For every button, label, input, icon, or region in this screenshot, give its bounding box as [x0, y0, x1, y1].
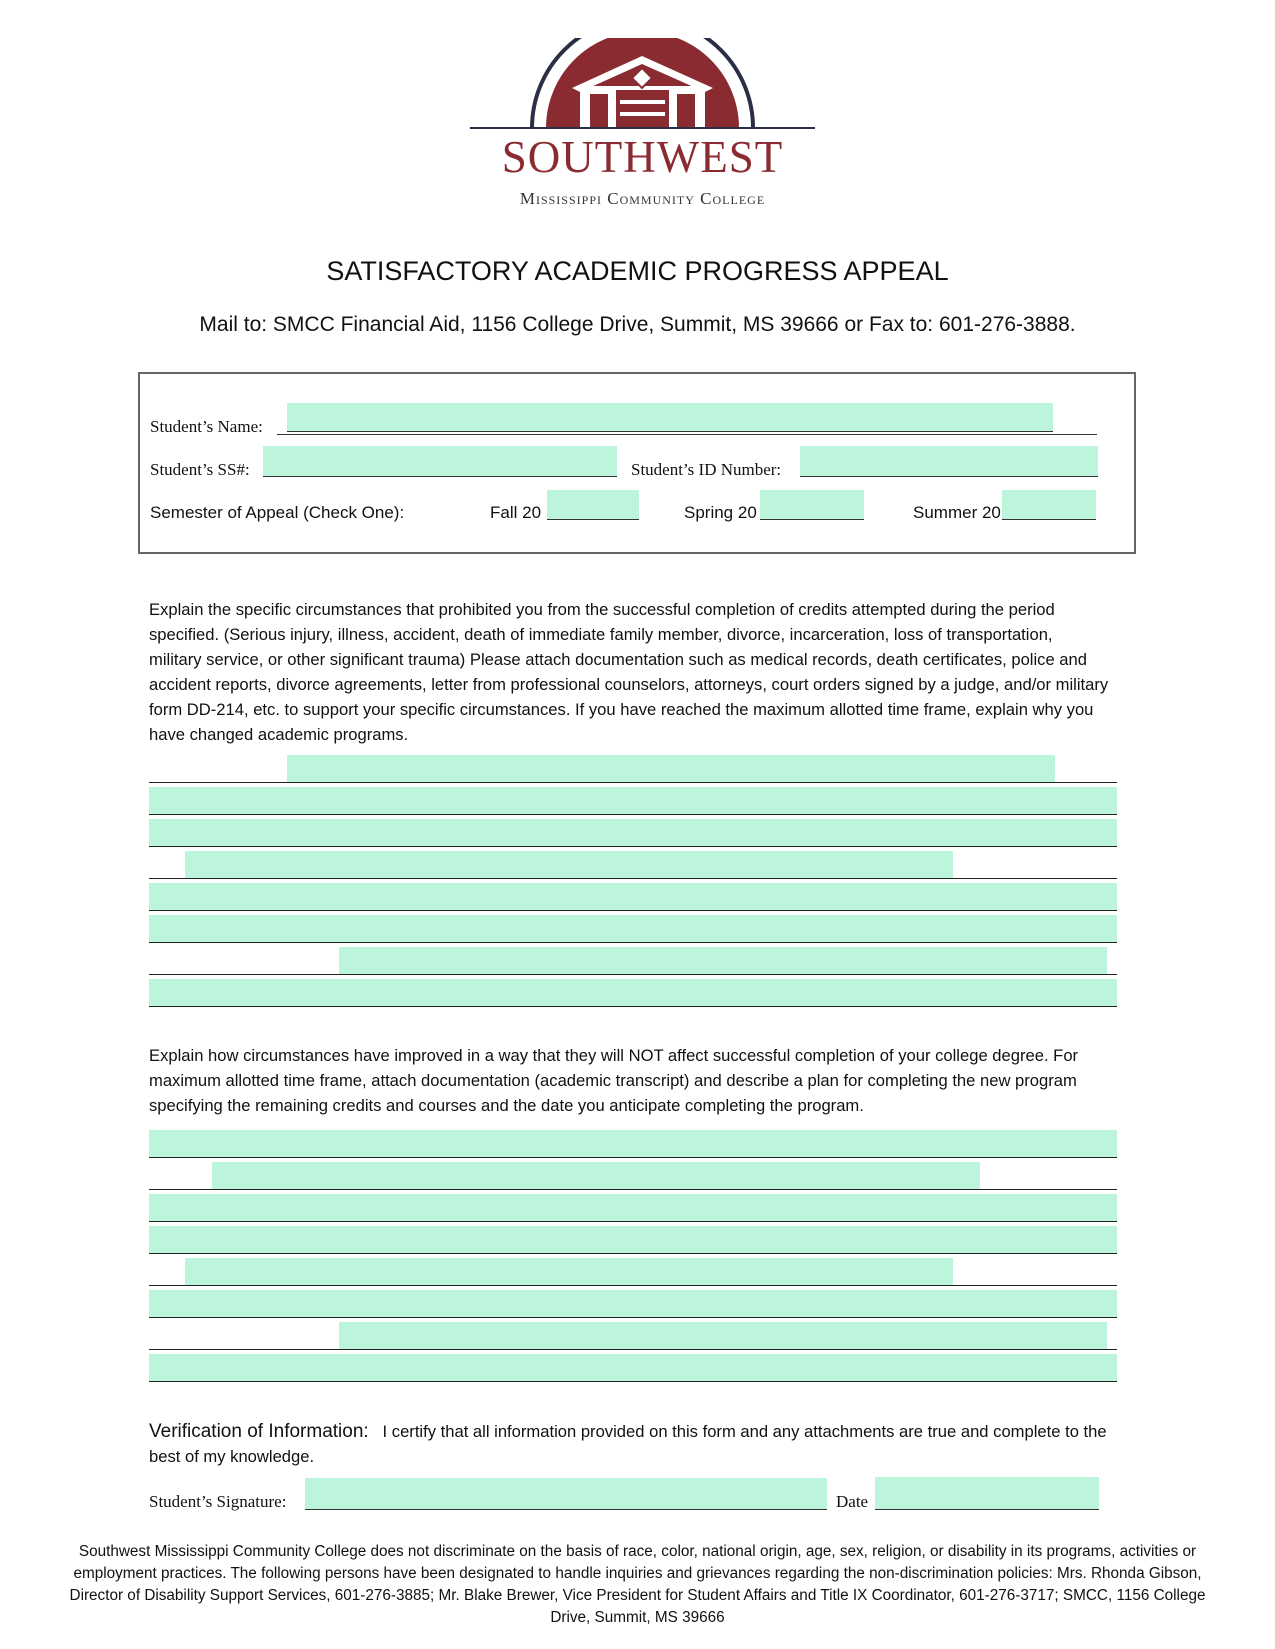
- page-title: SATISFACTORY ACADEMIC PROGRESS APPEAL: [326, 256, 949, 286]
- nondiscrimination-notice: Southwest Mississippi Community College does not discriminate on the basis of race, color, national origin, age, sex, religion, or disability in its programs, activities or employment practices. The following persons have been designated to handle inquiries and grievances regarding the non-discrimination policies: Mrs. Rhonda Gibson, Director of Disability Support Services, 601-276-3885; Mr. Blake Brewer, Vice President for Student Affairs and Title IX Coordinator, 601-276-3717; SMCC, 1156 College Drive, Summit, MS 39666: [69, 1543, 1206, 1626]
- answer-line: [149, 947, 1117, 975]
- spring-year-field[interactable]: [760, 490, 864, 520]
- answer-line: [149, 1162, 1117, 1190]
- fall-year-field[interactable]: [547, 490, 639, 520]
- answer-line: [149, 1354, 1117, 1382]
- student-ss-label: Student’s SS#:: [150, 460, 250, 479]
- answer-line: [149, 851, 1117, 879]
- answer-line: [149, 819, 1117, 847]
- answer-line: [149, 787, 1117, 815]
- verification-text: I certify that all information provided on this form and any attachments are true and complete to the best of my knowledge.: [149, 1422, 1107, 1466]
- barn-emblem-icon: [470, 38, 815, 138]
- spring-label: Spring 20: [684, 503, 757, 522]
- answer-line: [149, 1290, 1117, 1318]
- answer-line: [149, 1226, 1117, 1254]
- fall-label: Fall 20: [490, 503, 542, 522]
- date-label: Date: [836, 1492, 869, 1511]
- student-id-field[interactable]: [800, 446, 1098, 477]
- answer-line: [149, 915, 1117, 943]
- circumstances-prompt: Explain the specific circumstances that prohibited you from the successful completion of credits attempted during the period specified. (Serious injury, illness, accident, death of immediate family member, divorce, incarceration, loss of transportation, military service, or other significant trauma) Please attach documentation such as medical records, death certificates, police and accident reports, divorce agreements, letter from professional counselors, attorneys, court orders signed by a judge, and/or military form DD-214, etc. to support your specific circumstances. If you have reached the maximum allotted time frame, explain why you have changed academic programs.: [149, 600, 1109, 744]
- logo-college-name: SOUTHWEST: [501, 132, 784, 182]
- answer-line: [149, 1322, 1117, 1350]
- signature-label: Student’s Signature:: [149, 1492, 287, 1511]
- answer-line: [149, 883, 1117, 911]
- summer-year-field[interactable]: [1002, 490, 1096, 520]
- improvement-prompt: Explain how circumstances have improved in a way that they will NOT affect successful completion of your college degree. For maximum allotted time frame, attach documentation (academic transcript) and describe a plan for completing the new program specifying the remaining credits and courses and the date you anticipate completing the program.: [149, 1046, 1079, 1115]
- date-field[interactable]: [875, 1477, 1099, 1510]
- answer-line: [149, 1130, 1117, 1158]
- semester-label: Semester of Appeal (Check One):: [150, 503, 405, 522]
- answer-line: [149, 979, 1117, 1007]
- summer-label: Summer 20: [913, 503, 1001, 522]
- logo-college-subtitle: Mississippi Community College: [519, 189, 766, 208]
- student-name-label: Student’s Name:: [150, 417, 263, 436]
- answer-line: [149, 1194, 1117, 1222]
- student-id-label: Student’s ID Number:: [631, 460, 782, 479]
- answer-line: [149, 1258, 1117, 1286]
- verification-heading: Verification of Information:: [149, 1421, 369, 1442]
- verification-section: [149, 1419, 1124, 1469]
- signature-field[interactable]: [305, 1478, 827, 1510]
- student-ss-field[interactable]: [263, 446, 617, 477]
- answer-line: [149, 755, 1117, 783]
- student-name-field[interactable]: [287, 403, 1053, 432]
- mailing-instructions: Mail to: SMCC Financial Aid, 1156 College Drive, Summit, MS 39666 or Fax to: 601-276-3888.: [199, 313, 1076, 336]
